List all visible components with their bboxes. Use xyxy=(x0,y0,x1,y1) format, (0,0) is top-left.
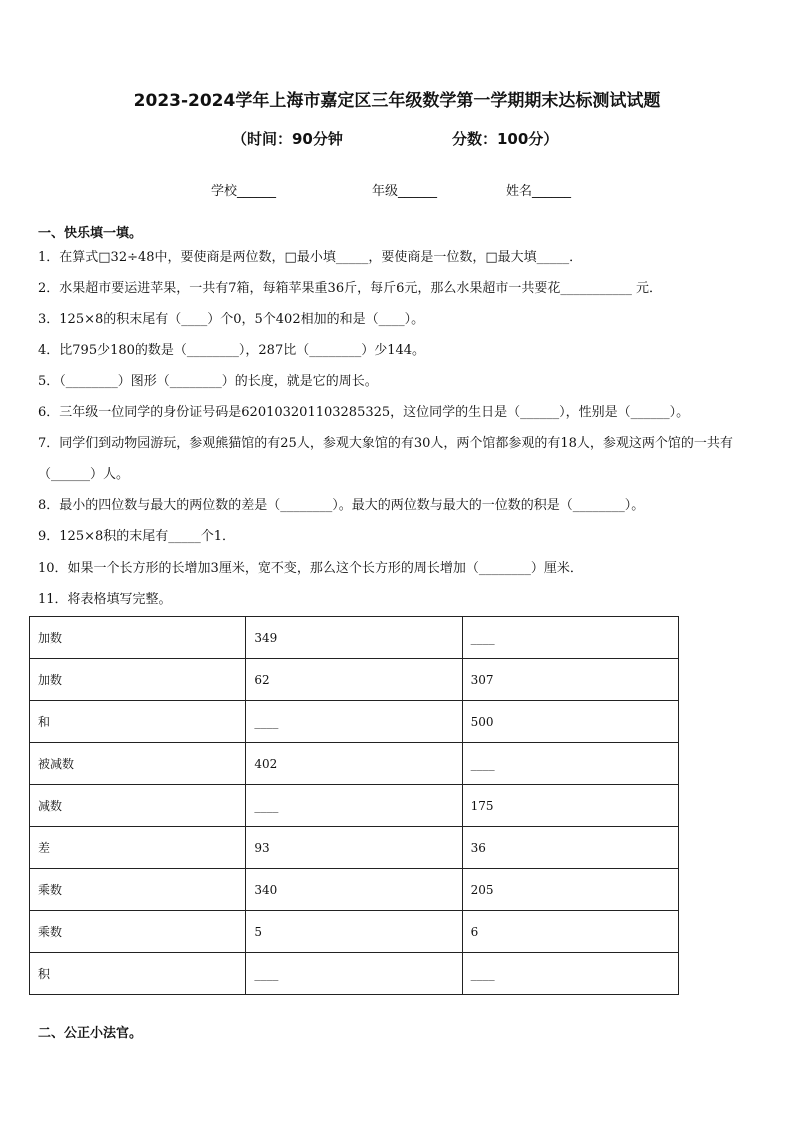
table-cell: 36 xyxy=(462,827,678,869)
table-blank-cell[interactable]: ____ xyxy=(246,785,462,827)
student-info xyxy=(0,180,794,200)
table-cell: 402 xyxy=(246,743,462,785)
grade-field[interactable]: 年级______ xyxy=(372,184,438,199)
section-1-title: 一、快乐填一填。 xyxy=(38,226,143,241)
table-cell: 被减数 xyxy=(30,743,246,785)
table-row xyxy=(30,911,679,953)
table-cell: 205 xyxy=(462,869,678,911)
table-cell: 62 xyxy=(246,659,462,701)
question-10: 10．如果一个长方形的长增加3厘米，宽不变，那么这个长方形的周长增加（________）厘米． xyxy=(38,561,583,576)
question-7: 7．同学们到动物园游玩，参观熊猫馆的有25人，参观大象馆的有30人，两个馆都参观的有18人，参观这两个馆的一共有（______）人。 xyxy=(38,436,733,482)
question-6: 6．三年级一位同学的身份证号码是620103201103285325，这位同学的生日是（______），性别是（______）。 xyxy=(38,405,690,420)
table-cell: 175 xyxy=(462,785,678,827)
table-cell: 340 xyxy=(246,869,462,911)
table-row xyxy=(30,953,679,995)
question-4: 4．比795少180的数是（________），287比（________）少144。 xyxy=(38,343,426,358)
table-cell: 减数 xyxy=(30,785,246,827)
table-row xyxy=(30,617,679,659)
exam-meta xyxy=(0,128,794,150)
table-row xyxy=(30,869,679,911)
table-cell: 5 xyxy=(246,911,462,953)
exam-score: 分数：100分） xyxy=(452,130,559,148)
table-blank-cell[interactable]: ____ xyxy=(462,743,678,785)
question-1: 1．在算式□32÷48中，要使商是两位数，□最小填_____，要使商是一位数，□最大填_____． xyxy=(38,250,583,265)
name-field[interactable]: 姓名______ xyxy=(506,184,572,199)
table-cell: 乘数 xyxy=(30,869,246,911)
table-cell: 349 xyxy=(246,617,462,659)
question-8: 8．最小的四位数与最大的两位数的差是（________）。最大的两位数与最大的一位数的积是（________）。 xyxy=(38,498,645,513)
table-blank-cell[interactable]: ____ xyxy=(246,701,462,743)
table-row xyxy=(30,701,679,743)
question-9: 9．125×8积的末尾有_____个1． xyxy=(38,529,236,544)
table-row xyxy=(30,659,679,701)
question-11: 11．将表格填写完整。 xyxy=(38,592,172,607)
exam-time: （时间：90分钟 xyxy=(232,130,343,148)
table-row xyxy=(30,827,679,869)
table-cell: 93 xyxy=(246,827,462,869)
table-cell: 500 xyxy=(462,701,678,743)
table-cell: 积 xyxy=(30,953,246,995)
table-cell: 乘数 xyxy=(30,911,246,953)
table-cell: 差 xyxy=(30,827,246,869)
table-cell: 加数 xyxy=(30,617,246,659)
table-row xyxy=(30,743,679,785)
question-2: 2．水果超市要运进苹果，一共有7箱，每箱苹果重36斤，每斤6元，那么水果超市一共要花___________ 元． xyxy=(38,281,662,296)
question-3: 3．125×8的积末尾有（____）个0，5个402相加的和是（____）。 xyxy=(38,312,425,327)
section-2-title: 二、公正小法官。 xyxy=(38,1026,143,1041)
fill-in-table xyxy=(29,616,679,995)
table-cell: 和 xyxy=(30,701,246,743)
table-blank-cell[interactable]: ____ xyxy=(462,617,678,659)
table-blank-cell[interactable]: ____ xyxy=(246,953,462,995)
table-cell: 307 xyxy=(462,659,678,701)
table-row xyxy=(30,785,679,827)
school-field[interactable]: 学校______ xyxy=(211,184,277,199)
table-blank-cell[interactable]: ____ xyxy=(462,953,678,995)
table-cell: 加数 xyxy=(30,659,246,701)
page-title: 2023-2024学年上海市嘉定区三年级数学第一学期期末达标测试试题 xyxy=(133,91,661,111)
table-cell: 6 xyxy=(462,911,678,953)
question-5: 5．（________）图形（________）的长度，就是它的周长。 xyxy=(38,374,378,389)
